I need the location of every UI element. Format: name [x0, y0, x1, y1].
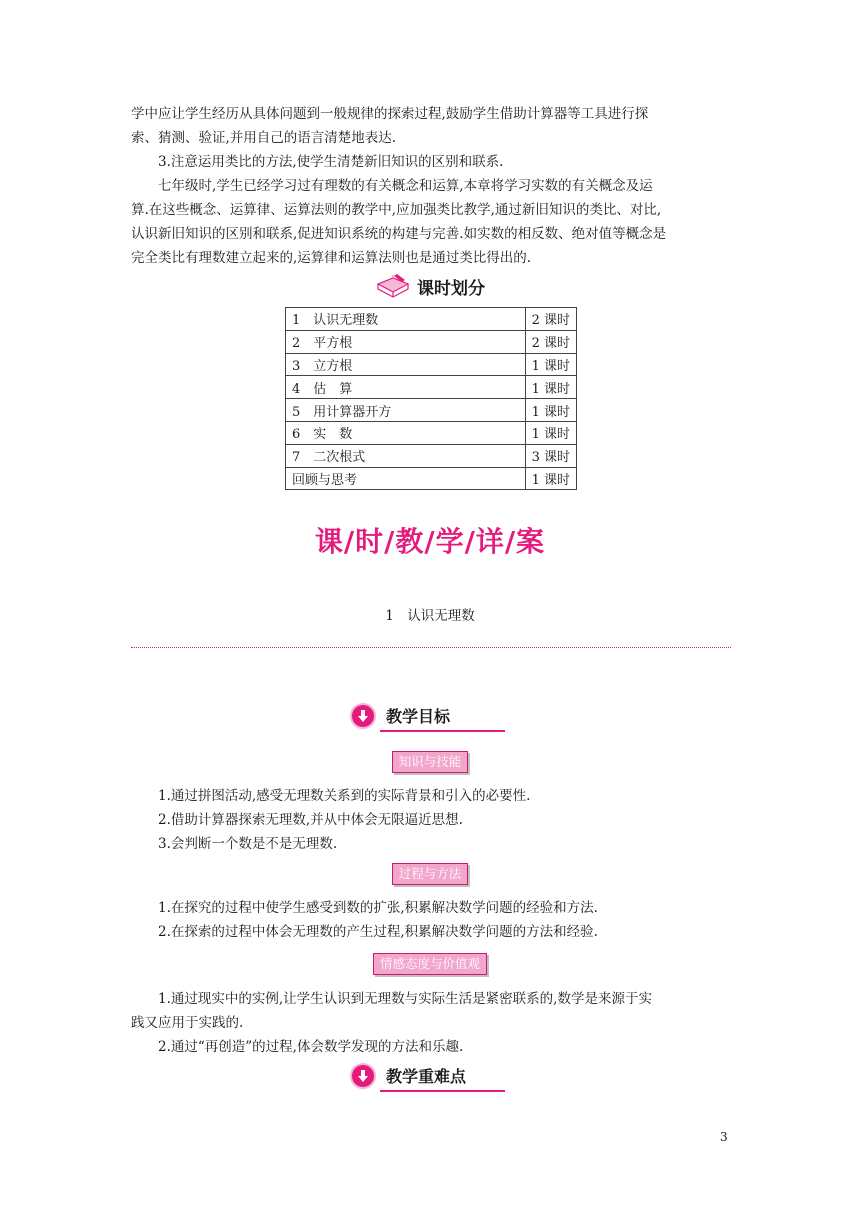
lesson-name-cell: 回顾与思考	[286, 467, 526, 490]
lesson-name-cell: 3 立方根	[286, 353, 526, 376]
lesson-hours-cell: 2 课时	[525, 308, 576, 331]
lesson-hours-cell: 1 课时	[525, 421, 576, 444]
lesson-hours-cell: 1 课时	[525, 353, 576, 376]
table-row	[286, 399, 577, 422]
down-arrow-icon	[350, 1063, 376, 1089]
list-item: 践又应用于实践的.	[131, 1015, 244, 1031]
teaching-goals-heading	[350, 702, 505, 732]
knowledge-skills-list	[131, 784, 731, 856]
heading-underline	[380, 1090, 505, 1092]
heading-underline	[380, 730, 505, 732]
lesson-hours-cell: 1 课时	[525, 467, 576, 490]
list-item: 1.在探究的过程中使学生感受到数的扩张,积累解决数学问题的经验和方法.	[158, 900, 598, 916]
list-item: 1.通过现实中的实例,让学生认识到无理数与实际生活是紧密联系的,数学是来源于实	[158, 991, 652, 1007]
page-number: 3	[720, 1130, 728, 1144]
key-points-title: 教学重难点	[386, 1067, 467, 1086]
table-row	[286, 467, 577, 490]
lesson-hours-cell: 1 课时	[525, 376, 576, 399]
table-row	[286, 308, 577, 331]
lesson-name-cell: 1 认识无理数	[286, 308, 526, 331]
intro-line: 3.注意运用类比的方法,使学生清楚新旧知识的区别和联系.	[158, 154, 504, 170]
section-title: 1 认识无理数	[385, 608, 475, 624]
table-row	[286, 330, 577, 353]
list-item: 1.通过拼图活动,感受无理数关系到的实际背景和引入的必要性.	[158, 788, 531, 804]
lesson-plan-heading	[0, 272, 860, 300]
process-method-list	[131, 896, 731, 944]
lesson-name-cell: 4 估 算	[286, 376, 526, 399]
lesson-name-cell: 7 二次根式	[286, 444, 526, 467]
process-method-label-wrap	[0, 863, 860, 885]
knowledge-skills-label-wrap	[0, 751, 860, 773]
process-method-label: 过程与方法	[392, 863, 469, 885]
intro-line: 认识新旧知识的区别和联系,促进知识系统的构建与完善.如实数的相反数、绝对值等概念是	[131, 226, 667, 242]
list-item: 2.在探索的过程中体会无理数的产生过程,积累解决数学问题的方法和经验.	[158, 924, 598, 940]
lesson-plan-title: 课时划分	[417, 278, 485, 299]
emotion-values-label: 情感态度与价值观	[373, 953, 487, 975]
down-arrow-icon	[350, 703, 376, 729]
intro-line: 索、猜测、验证,并用自己的语言清楚地表达.	[131, 130, 397, 146]
table-row	[286, 376, 577, 399]
emotion-values-label-wrap	[0, 953, 860, 975]
lesson-name-cell: 6 实 数	[286, 421, 526, 444]
teaching-goals-title: 教学目标	[386, 707, 451, 726]
table-row	[286, 444, 577, 467]
intro-line: 完全类比有理数建立起来的,运算律和运算法则也是通过类比得出的.	[131, 250, 532, 266]
table-row	[286, 353, 577, 376]
intro-text	[131, 102, 731, 270]
intro-line: 七年级时,学生已经学习过有理数的有关概念和运算,本章将学习实数的有关概念及运	[158, 178, 653, 194]
table-row	[286, 421, 577, 444]
key-points-heading	[350, 1062, 505, 1092]
list-item: 3.会判断一个数是不是无理数.	[158, 836, 338, 852]
lesson-hours-cell: 2 课时	[525, 330, 576, 353]
intro-line: 算.在这些概念、运算律、运算法则的教学中,应加强类比教学,通过新旧知识的类比、对比,	[131, 202, 662, 218]
intro-line: 学中应让学生经历从具体问题到一般规律的探索过程,鼓励学生借助计算器等工具进行探	[131, 106, 649, 122]
lesson-name-cell: 5 用计算器开方	[286, 399, 526, 422]
lesson-name-cell: 2 平方根	[286, 330, 526, 353]
list-item: 2.通过“再创造”的过程,体会数学发现的方法和乐趣.	[158, 1039, 464, 1055]
lesson-schedule-table	[285, 307, 577, 490]
knowledge-skills-label: 知识与技能	[392, 751, 469, 773]
list-item: 2.借助计算器探索无理数,并从中体会无限逼近思想.	[158, 812, 463, 828]
book-pencil-icon	[375, 272, 411, 300]
main-title: 课/时/教/学/详/案	[314, 525, 546, 558]
dotted-divider	[131, 647, 731, 648]
lesson-hours-cell: 3 课时	[525, 444, 576, 467]
emotion-values-list	[131, 987, 731, 1059]
lesson-hours-cell: 1 课时	[525, 399, 576, 422]
